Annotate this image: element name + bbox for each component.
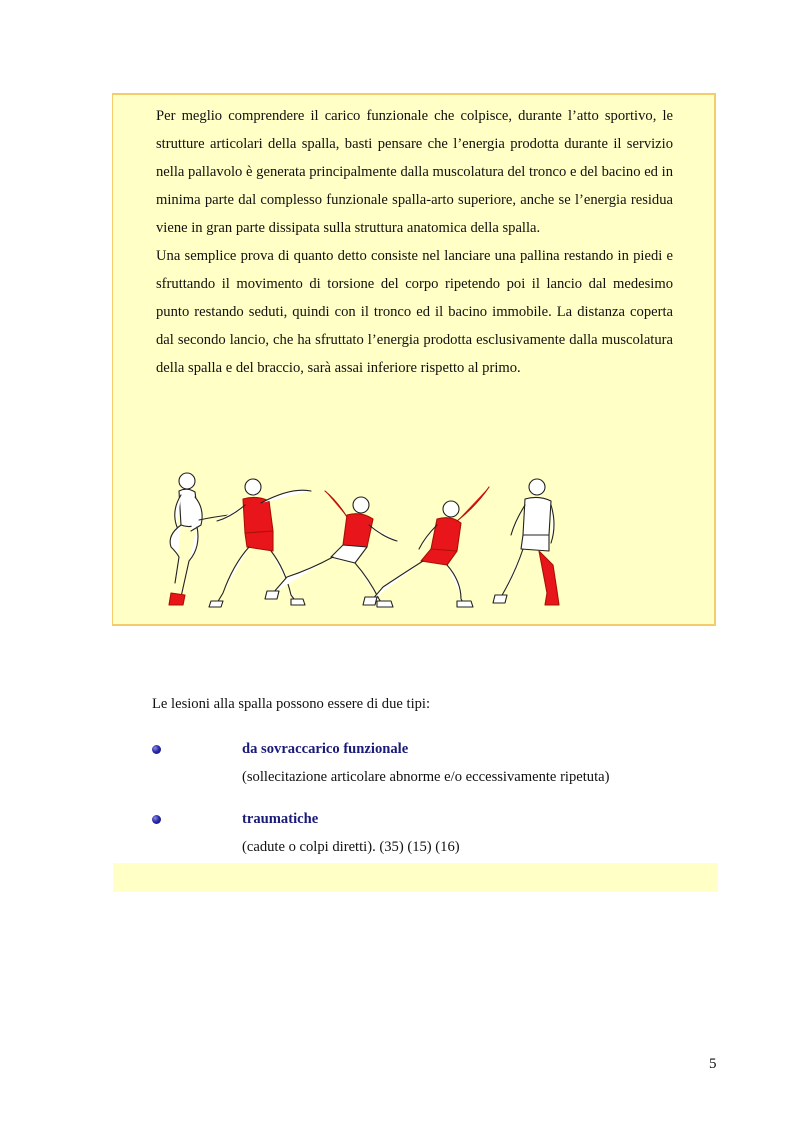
bullet-title: da sovraccarico funzionale — [242, 741, 409, 757]
bullet-detail: (sollecitazione articolare abnorme e/o eccessivamente ripetuta) — [242, 769, 610, 785]
paragraph-energy: Per meglio comprendere il carico funzionale che colpisce, durante l’atto sportivo, le strutture articolari della spalla, basti pensare che l’energia prodotta durante il servizio nella pallavolo è generata principalmente dalla muscolatura del tronco e del bacino ed in minima parte dal complesso funzionale spalla-arto superiore, anche se l’energia residua viene in gran parte dissipata sulla struttura anatomica della spalla. — [156, 108, 673, 236]
athlete-figure-4 — [363, 487, 489, 607]
page-number: 5 — [709, 1056, 717, 1072]
athlete-figure-2 — [209, 479, 311, 607]
paragraph-experiment: Una semplice prova di quanto detto consiste nel lanciare una pallina restando in piedi e sfruttando il movimento di torsione del corpo ripetendo poi il lancio dal medesimo punto restando seduti, quindi con il tronco ed il bacino immobile. La distanza coperta dal secondo lancio, che ha sfruttato l’energia prodotta esclusivamente dalla muscolatura della spalla e del braccio, sarà assai inferiore rispetto al primo. — [156, 248, 673, 376]
bullet-icon — [152, 815, 161, 824]
throwing-athlete-sequence-illustration — [161, 465, 561, 617]
athlete-figure-5 — [493, 479, 559, 605]
athlete-figure-1 — [169, 473, 229, 605]
bullet-detail: (cadute o colpi diretti). (35) (15) (16) — [242, 839, 460, 855]
box-text — [156, 102, 673, 382]
highlight-strip — [113, 863, 718, 892]
athlete-figure-3 — [265, 491, 397, 607]
bullet-title: traumatiche — [242, 811, 319, 827]
bullet-icon — [152, 745, 161, 754]
lesions-intro: Le lesioni alla spalla possono essere di due tipi: — [152, 696, 431, 712]
highlight-box — [112, 93, 716, 626]
